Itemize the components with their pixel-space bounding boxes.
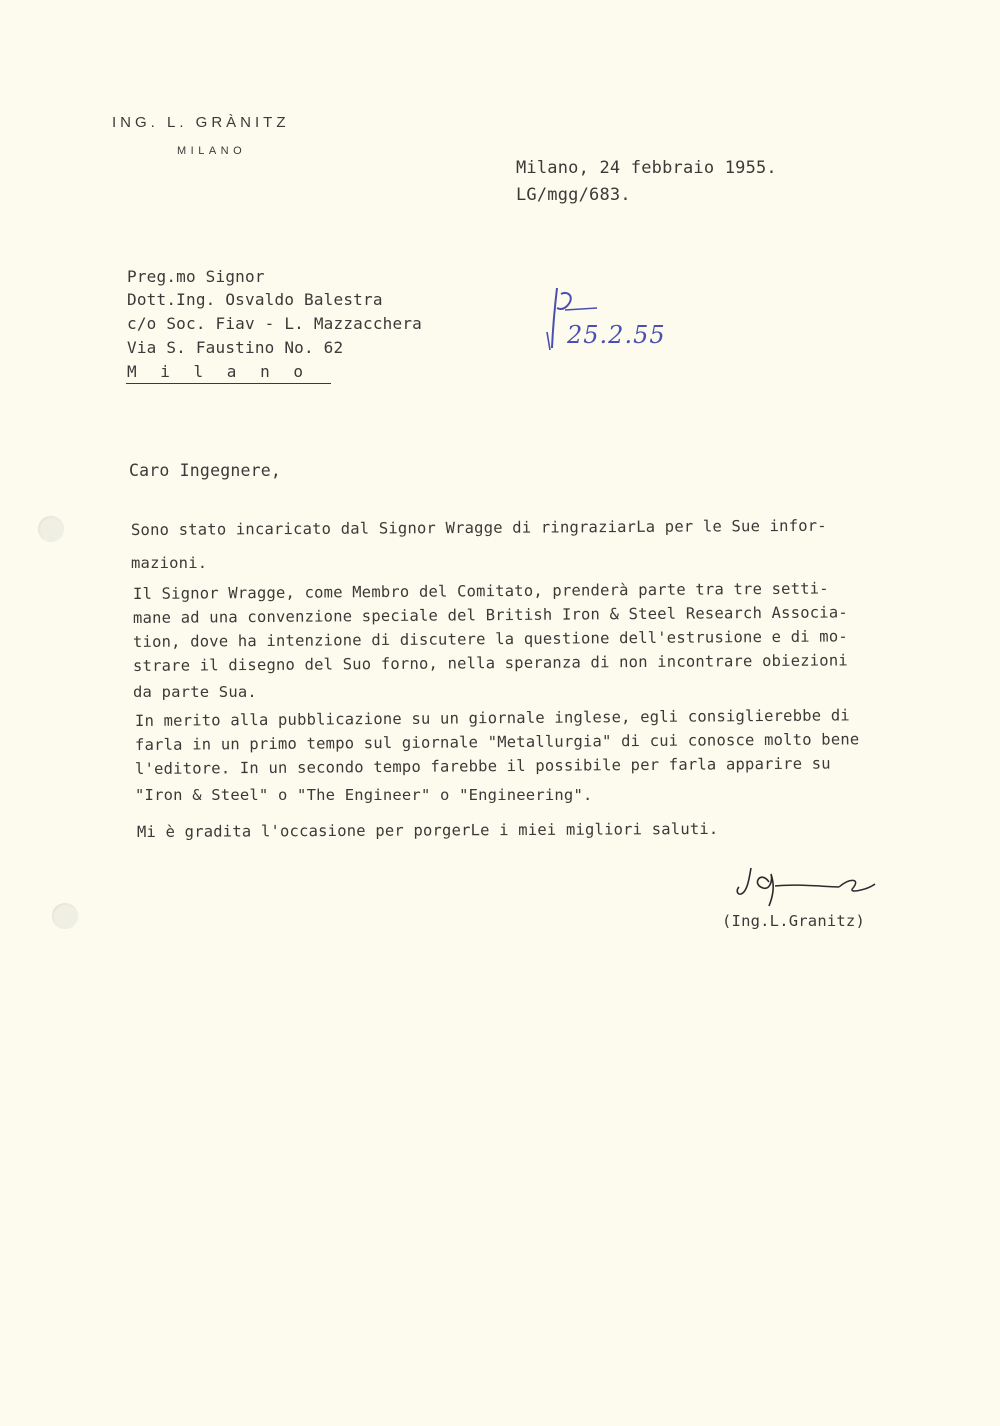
recipient-line: Via S. Faustino No. 62 bbox=[127, 338, 344, 357]
recipient-city-underline bbox=[126, 383, 331, 384]
body-line: tion, dove ha intenzione di discutere la questione dell'estrusione e di mo- bbox=[132, 627, 848, 651]
body-line: mazioni. bbox=[131, 554, 208, 572]
signature-typed-name: (Ing.L.Granitz) bbox=[722, 912, 865, 930]
salutation: Caro Ingegnere, bbox=[129, 461, 282, 480]
received-date-mark bbox=[535, 280, 685, 360]
received-date-text: 25.2.55 bbox=[567, 321, 666, 349]
handwritten-signature bbox=[735, 860, 885, 920]
body-line: mane ad una convenzione speciale del British Iron & Steel Research Associa- bbox=[132, 603, 848, 627]
body-line: Sono stato incaricato dal Signor Wragge di ringraziarLa per le Sue infor- bbox=[130, 516, 827, 539]
body-line: l'editore. In un secondo tempo farebbe il possibile per farla apparire su bbox=[134, 754, 831, 778]
closing-line: Mi è gradita l'occasione per porgerLe i miei migliori saluti. bbox=[136, 819, 719, 841]
body-line: farla in un primo tempo sul giornale "Metallurgia" di cui conosce molto bene bbox=[134, 730, 860, 754]
body-line: Il Signor Wragge, come Membro del Comitato, prenderà parte tra tre setti- bbox=[132, 579, 829, 603]
body-line: "Iron & Steel" o "The Engineer" o "Engineering". bbox=[135, 786, 593, 804]
punch-hole-bottom bbox=[52, 903, 78, 929]
recipient-line: Preg.mo Signor bbox=[127, 267, 265, 286]
recipient-city: M i l a n o bbox=[127, 362, 310, 381]
letter-reference: LG/mgg/683. bbox=[516, 185, 631, 205]
letterhead-name: ING. L. GRÀNITZ bbox=[112, 114, 290, 131]
body-line: In merito alla pubblicazione su un giornale inglese, egli consiglierebbe di bbox=[134, 706, 850, 730]
body-line: da parte Sua. bbox=[133, 683, 257, 701]
recipient-line: Dott.Ing. Osvaldo Balestra bbox=[127, 290, 383, 309]
letterhead-city: MILANO bbox=[177, 145, 247, 157]
recipient-line: c/o Soc. Fiav - L. Mazzacchera bbox=[127, 314, 422, 333]
letter-date: Milano, 24 febbraio 1955. bbox=[516, 158, 777, 178]
body-line: strare il disegno del Suo forno, nella speranza di non incontrare obiezioni bbox=[132, 651, 848, 675]
punch-hole-top bbox=[38, 516, 64, 542]
